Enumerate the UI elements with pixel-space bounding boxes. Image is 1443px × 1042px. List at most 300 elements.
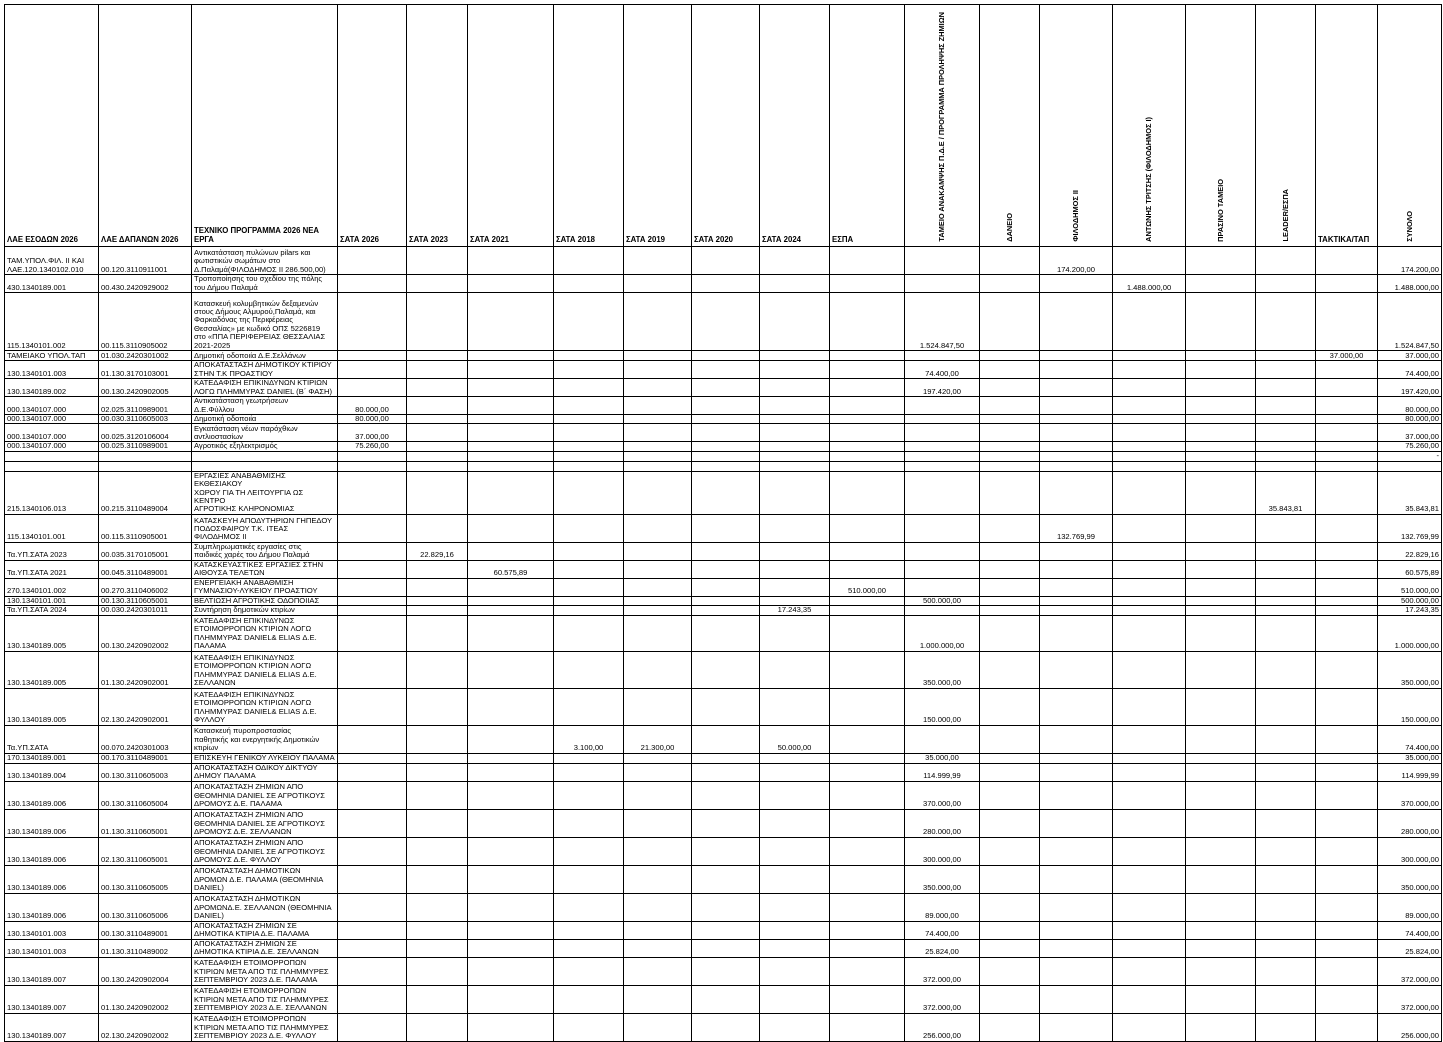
funding-value-cell (692, 957, 760, 985)
total-cell: 174.200,00 (1378, 247, 1442, 275)
income-code-cell: 130.1340189.006 (5, 837, 99, 865)
funding-value-cell (692, 514, 760, 542)
project-description-cell: ΑΠΟΚΑΤΑΣΤΑΣΗ ΖΗΜΙΩΝ ΣΕ ΔΗΜΟΤΙΚΑ ΚΤΙΡΙΑ Δ.Ε. ΠΑΛΑΜΑ (192, 921, 338, 939)
funding-value-cell (1256, 275, 1316, 293)
project-description-cell (192, 461, 338, 471)
funding-value-cell (1040, 837, 1113, 865)
funding-value-cell (1040, 763, 1113, 781)
funding-value-cell (905, 471, 980, 514)
funding-value-cell: 1.488.000,00 (1113, 275, 1186, 293)
funding-value-cell (760, 865, 830, 893)
funding-value-cell (760, 957, 830, 985)
project-description-cell: Εγκατάσταση νέων παρόχθιων αντλιοστασίων (192, 424, 338, 442)
funding-value-cell (1040, 753, 1113, 763)
funding-value-cell (407, 514, 468, 542)
funding-value-cell (1040, 615, 1113, 651)
funding-value-cell: 1.524.847,50 (905, 293, 980, 351)
funding-value-cell (1186, 361, 1256, 379)
funding-value-cell (624, 985, 692, 1013)
funding-value-cell (407, 397, 468, 415)
funding-value-cell (1316, 809, 1378, 837)
column-header (1316, 5, 1378, 247)
funding-value-cell (624, 781, 692, 809)
funding-value-cell (407, 293, 468, 351)
project-description-cell: ΑΠΟΚΑΤΑΣΤΑΣΗ ΖΗΜΙΩΝ ΑΠΟ ΘΕΟΜΗΝΙΑ DANIEL ΣΕ ΑΓΡΟΤΙΚΟΥΣ ΔΡΟΜΟΥΣ Δ.Ε. ΣΕΛΛΑΝΩΝ (192, 809, 338, 837)
funding-value-cell (980, 424, 1040, 442)
funding-value-cell (407, 809, 468, 837)
funding-value-cell (760, 763, 830, 781)
funding-value-cell (1256, 424, 1316, 442)
funding-value-cell (468, 596, 554, 605)
income-code-cell: 130.1340189.006 (5, 809, 99, 837)
funding-value-cell (980, 1013, 1040, 1041)
project-description-cell: Κατασκευή πυροπροστασίας παθητικής και ενεργητικής Δημοτικών κτιρίων (192, 725, 338, 753)
funding-value-cell (980, 379, 1040, 397)
total-cell: 510.000,00 (1378, 578, 1442, 596)
funding-value-cell (1186, 615, 1256, 651)
funding-value-cell (1256, 957, 1316, 985)
funding-value-cell (1316, 753, 1378, 763)
funding-value-cell (1316, 893, 1378, 921)
header-row (5, 5, 1442, 247)
funding-value-cell (1186, 688, 1256, 725)
funding-value-cell (1186, 781, 1256, 809)
funding-value-cell (830, 615, 905, 651)
funding-value-cell (980, 578, 1040, 596)
funding-value-cell (1316, 415, 1378, 424)
funding-value-cell (554, 921, 624, 939)
funding-value-cell (1040, 921, 1113, 939)
project-description-cell: ΚΑΤΕΔΑΦΙΣΗ ΕΤΟΙΜΟΡΡΟΠΩΝ ΚΤΙΡΙΩΝ ΜΕΤΑ ΑΠΟ ΤΙΣ ΠΛΗΜΜΥΡΕΣ ΣΕΠΤΕΜΒΡΙΟΥ 2023 Δ.Ε. ΠΑΛΑΜΑ (192, 957, 338, 985)
funding-value-cell (1113, 351, 1186, 361)
funding-value-cell (624, 1013, 692, 1041)
funding-value-cell: 372.000,00 (905, 957, 980, 985)
funding-value-cell (1316, 461, 1378, 471)
column-header-label: ΛΑΕ ΔΑΠΑΝΩΝ 2026 (101, 234, 179, 244)
funding-value-cell (980, 397, 1040, 415)
funding-value-cell (407, 415, 468, 424)
funding-value-cell (624, 351, 692, 361)
funding-value-cell (830, 688, 905, 725)
funding-value-cell (980, 837, 1040, 865)
funding-value-cell (1316, 560, 1378, 578)
funding-value-cell: 350.000,00 (905, 865, 980, 893)
funding-value-cell (1186, 985, 1256, 1013)
total-cell: 280.000,00 (1378, 809, 1442, 837)
funding-value-cell (692, 379, 760, 397)
funding-value-cell (1186, 542, 1256, 560)
funding-value-cell (338, 985, 407, 1013)
project-description-cell: Τροποποίησης του σχεδίου της πόλης του Δήμου Παλαμά (192, 275, 338, 293)
funding-value-cell (1186, 379, 1256, 397)
funding-value-cell (830, 379, 905, 397)
funding-value-cell (468, 809, 554, 837)
funding-value-cell (980, 985, 1040, 1013)
income-code-cell (5, 451, 99, 461)
funding-value-cell (407, 351, 468, 361)
funding-value-cell (1040, 957, 1113, 985)
funding-value-cell (338, 651, 407, 688)
funding-value-cell (1040, 451, 1113, 461)
funding-value-cell (468, 379, 554, 397)
funding-value-cell (1256, 247, 1316, 275)
total-cell: 74.400,00 (1378, 921, 1442, 939)
funding-value-cell (830, 442, 905, 451)
funding-value-cell (830, 763, 905, 781)
funding-value-cell: 21.300,00 (624, 725, 692, 753)
column-header-label: ΤΕΧΝΙΚΟ ΠΡΟΓΡΑΜΜΑ 2026 ΝΕΑ ΕΡΓΑ (194, 226, 320, 244)
funding-value-cell (1316, 763, 1378, 781)
funding-value-cell (980, 809, 1040, 837)
funding-value-cell (338, 1013, 407, 1041)
funding-value-cell (338, 596, 407, 605)
funding-value-cell (1256, 753, 1316, 763)
column-header-label: ΔΑΝΕΙΟ (1004, 212, 1014, 242)
funding-value-cell (760, 275, 830, 293)
income-code-cell: 130.1340101.003 (5, 361, 99, 379)
funding-value-cell (830, 596, 905, 605)
funding-value-cell (1256, 542, 1316, 560)
funding-value-cell (692, 596, 760, 605)
table-row (5, 397, 1442, 415)
funding-value-cell (1186, 606, 1256, 615)
funding-value-cell (760, 688, 830, 725)
funding-value-cell (760, 415, 830, 424)
funding-value-cell (624, 461, 692, 471)
funding-value-cell (338, 809, 407, 837)
funding-value-cell (1113, 688, 1186, 725)
funding-value-cell: 17.243,35 (760, 606, 830, 615)
funding-value-cell (1256, 293, 1316, 351)
funding-value-cell (980, 247, 1040, 275)
funding-value-cell (554, 865, 624, 893)
funding-value-cell (554, 596, 624, 605)
funding-value-cell: 35.843,81 (1256, 471, 1316, 514)
funding-value-cell (1040, 985, 1113, 1013)
funding-value-cell (830, 471, 905, 514)
funding-value-cell (1040, 865, 1113, 893)
funding-value-cell (624, 379, 692, 397)
funding-value-cell (1256, 893, 1316, 921)
funding-value-cell (1316, 424, 1378, 442)
funding-value-cell (692, 397, 760, 415)
column-header (830, 5, 905, 247)
funding-value-cell (1186, 939, 1256, 957)
funding-value-cell (760, 461, 830, 471)
funding-value-cell (1113, 939, 1186, 957)
funding-value-cell (338, 451, 407, 461)
total-cell: 74.400,00 (1378, 361, 1442, 379)
funding-value-cell (338, 939, 407, 957)
expense-code-cell: 01.130.2420902001 (99, 651, 192, 688)
income-code-cell: 130.1340189.007 (5, 957, 99, 985)
funding-value-cell (692, 471, 760, 514)
funding-value-cell (830, 247, 905, 275)
funding-value-cell (554, 1013, 624, 1041)
funding-value-cell (338, 753, 407, 763)
funding-value-cell (554, 837, 624, 865)
funding-value-cell (830, 451, 905, 461)
funding-value-cell (760, 471, 830, 514)
funding-value-cell (760, 985, 830, 1013)
funding-value-cell (692, 651, 760, 688)
funding-value-cell (624, 921, 692, 939)
funding-value-cell (1186, 865, 1256, 893)
funding-value-cell (338, 379, 407, 397)
funding-value-cell (905, 351, 980, 361)
expense-code-cell: 01.130.3170103001 (99, 361, 192, 379)
table-row (5, 725, 1442, 753)
funding-value-cell (1186, 397, 1256, 415)
funding-value-cell (407, 865, 468, 893)
funding-value-cell (1316, 361, 1378, 379)
funding-value-cell (692, 809, 760, 837)
column-header-label: ΠΡΑΣΙΝΟ ΤΑΜΕΙΟ (1215, 178, 1225, 242)
funding-value-cell (554, 451, 624, 461)
column-header-label: ΣΑΤΑ 2019 (626, 234, 665, 244)
funding-value-cell (338, 893, 407, 921)
funding-value-cell (1316, 615, 1378, 651)
funding-value-cell (468, 753, 554, 763)
funding-value-cell (468, 893, 554, 921)
funding-value-cell: 300.000,00 (905, 837, 980, 865)
funding-value-cell (1113, 985, 1186, 1013)
table-row (5, 451, 1442, 461)
funding-value-cell (1256, 837, 1316, 865)
table-row (5, 809, 1442, 837)
funding-value-cell (407, 921, 468, 939)
funding-value-cell: 370.000,00 (905, 781, 980, 809)
funding-value-cell (1040, 379, 1113, 397)
funding-value-cell (830, 725, 905, 753)
funding-value-cell (830, 560, 905, 578)
table-row (5, 247, 1442, 275)
funding-value-cell (1040, 424, 1113, 442)
column-header (5, 5, 99, 247)
table-row (5, 957, 1442, 985)
funding-value-cell (554, 442, 624, 451)
funding-value-cell (692, 415, 760, 424)
total-cell: 74.400,00 (1378, 725, 1442, 753)
funding-value-cell (830, 893, 905, 921)
funding-value-cell: 80.000,00 (338, 397, 407, 415)
funding-value-cell (760, 651, 830, 688)
project-description-cell: Αντικατάσταση πυλώνων pilars και φωτιστικών σωμάτων στο Δ.Παλαμά(ΦΙΛΟΔΗΜΟΣ ΙΙ 286.500,00) (192, 247, 338, 275)
budget-table (4, 4, 1442, 1042)
funding-value-cell (830, 542, 905, 560)
funding-value-cell (905, 415, 980, 424)
funding-value-cell (1040, 578, 1113, 596)
funding-value-cell (624, 415, 692, 424)
column-header-label: ΛΑΕ ΕΣΟΔΩΝ 2026 (7, 234, 78, 244)
funding-value-cell (1186, 275, 1256, 293)
total-cell: 17.243,35 (1378, 606, 1442, 615)
project-description-cell: ΚΑΤΕΔΑΦΙΣΗ ΕΤΟΙΜΟΡΡΟΠΩΝ ΚΤΙΡΙΩΝ ΜΕΤΑ ΑΠΟ ΤΙΣ ΠΛΗΜΜΥΡΕΣ ΣΕΠΤΕΜΒΡΙΟΥ 2023 Δ.Ε. ΦΥΛΛΟΥ (192, 1013, 338, 1041)
column-header-label: ΣΑΤΑ 2023 (409, 234, 448, 244)
funding-value-cell (468, 461, 554, 471)
funding-value-cell (407, 275, 468, 293)
funding-value-cell (760, 397, 830, 415)
funding-value-cell (338, 471, 407, 514)
funding-value-cell (468, 275, 554, 293)
funding-value-cell (1316, 957, 1378, 985)
funding-value-cell (554, 471, 624, 514)
funding-value-cell: 3.100,00 (554, 725, 624, 753)
funding-value-cell (1113, 379, 1186, 397)
project-description-cell (192, 451, 338, 461)
funding-value-cell (1316, 688, 1378, 725)
funding-value-cell (905, 578, 980, 596)
funding-value-cell (830, 415, 905, 424)
total-cell: 370.000,00 (1378, 781, 1442, 809)
funding-value-cell (1113, 1013, 1186, 1041)
funding-value-cell (624, 606, 692, 615)
income-code-cell: 130.1340101.001 (5, 596, 99, 605)
funding-value-cell (338, 921, 407, 939)
funding-value-cell (1186, 753, 1256, 763)
income-code-cell: 130.1340189.005 (5, 651, 99, 688)
income-code-cell: 115.1340101.002 (5, 293, 99, 351)
funding-value-cell (1256, 939, 1316, 957)
funding-value-cell (1040, 415, 1113, 424)
total-cell: 372.000,00 (1378, 985, 1442, 1013)
funding-value-cell (338, 781, 407, 809)
funding-value-cell (1113, 442, 1186, 451)
funding-value-cell (624, 424, 692, 442)
funding-value-cell (760, 542, 830, 560)
funding-value-cell (1316, 939, 1378, 957)
funding-value-cell (760, 351, 830, 361)
project-description-cell: ΚΑΤΕΔΑΦΙΣΗ ΕΠΙΚΙΝΔΥΝΩΣ ΕΤΟΙΜΟΡΡΟΠΩΝ ΚΤΙΡΙΩΝ ΛΟΓΩ ΠΛΗΜΜΥΡΑΣ DANIEL& ELIAS Δ.Ε. ΦΥΛΛΟΥ (192, 688, 338, 725)
funding-value-cell: 174.200,00 (1040, 247, 1113, 275)
column-header-label: ΣΑΤΑ 2026 (340, 234, 379, 244)
funding-value-cell (1186, 514, 1256, 542)
funding-value-cell (692, 837, 760, 865)
income-code-cell: 000.1340107.000 (5, 424, 99, 442)
funding-value-cell (554, 939, 624, 957)
funding-value-cell (692, 424, 760, 442)
table-row (5, 379, 1442, 397)
funding-value-cell (554, 985, 624, 1013)
funding-value-cell (554, 651, 624, 688)
funding-value-cell (1040, 293, 1113, 351)
column-header-label: ΦΙΛΟΔΗΜΟΣ ΙΙ (1071, 190, 1080, 242)
funding-value-cell (468, 351, 554, 361)
column-header-label: ΣΥΝΟΛΟ (1404, 210, 1414, 242)
funding-value-cell (980, 293, 1040, 351)
funding-value-cell (468, 615, 554, 651)
column-header (624, 5, 692, 247)
funding-value-cell: 74.400,00 (905, 921, 980, 939)
funding-value-cell (830, 397, 905, 415)
funding-value-cell (554, 578, 624, 596)
funding-value-cell (1113, 514, 1186, 542)
funding-value-cell (692, 451, 760, 461)
funding-value-cell (1256, 351, 1316, 361)
funding-value-cell (1186, 596, 1256, 605)
column-header (1186, 5, 1256, 247)
table-row (5, 442, 1442, 451)
funding-value-cell (338, 514, 407, 542)
funding-value-cell (338, 763, 407, 781)
funding-value-cell (980, 939, 1040, 957)
column-header-label: LEADER/ΕΣΠΑ (1280, 189, 1290, 242)
funding-value-cell (407, 471, 468, 514)
project-description-cell: ΚΑΤΕΔΑΦΙΣΗ ΕΠΙΚΙΝΔΥΝΩΣ ΕΤΟΙΜΟΡΡΟΠΩΝ ΚΤΙΡΙΩΝ ΛΟΓΩ ΠΛΗΜΜΥΡΑΣ DANIEL& ELIAS Δ.Ε. ΠΑΛΑΜΑ (192, 615, 338, 651)
funding-value-cell (760, 442, 830, 451)
expense-code-cell: 00.025.3110989001 (99, 442, 192, 451)
funding-value-cell (468, 939, 554, 957)
funding-value-cell (1113, 957, 1186, 985)
table-row (5, 615, 1442, 651)
funding-value-cell (1113, 461, 1186, 471)
funding-value-cell (905, 461, 980, 471)
funding-value-cell (1256, 514, 1316, 542)
funding-value-cell: 74.400,00 (905, 361, 980, 379)
funding-value-cell (980, 615, 1040, 651)
project-description-cell: Κατασκευή κολυμβητικών δεξαμενών στους Δήμους Αλμυρού,Παλαμά, και Φαρκαδόνας της Περιφέρειας Θεσσαλίας» με κωδικό ΟΠΣ 5226819 στο «ΠΠΑ ΠΕΡΙΦΕΡΕΙΑΣ ΘΕΣΣΑΛΙΑΣ 2021-2025 (192, 293, 338, 351)
total-cell: 1.488.000,00 (1378, 275, 1442, 293)
expense-code-cell: 00.025.3120106004 (99, 424, 192, 442)
income-code-cell: Τα.ΥΠ.ΣΑΤΑ 2024 (5, 606, 99, 615)
funding-value-cell (692, 985, 760, 1013)
expense-code-cell: 01.130.2420902002 (99, 985, 192, 1013)
funding-value-cell (407, 939, 468, 957)
table-row (5, 753, 1442, 763)
expense-code-cell: 02.130.3110605001 (99, 837, 192, 865)
funding-value-cell (1186, 461, 1256, 471)
funding-value-cell (407, 985, 468, 1013)
funding-value-cell (692, 1013, 760, 1041)
expense-code-cell: 00.215.3110489004 (99, 471, 192, 514)
funding-value-cell (1316, 471, 1378, 514)
funding-value-cell (1186, 424, 1256, 442)
funding-value-cell (1040, 893, 1113, 921)
funding-value-cell: 1.000.000,00 (905, 615, 980, 651)
funding-value-cell (1186, 957, 1256, 985)
total-cell: 35.000,00 (1378, 753, 1442, 763)
income-code-cell: ΤΑΜ.ΥΠΟΛ.ΦΙΛ. ΙΙ ΚΑΙ ΛΑΕ.120.1340102.010 (5, 247, 99, 275)
funding-value-cell (760, 753, 830, 763)
funding-value-cell (1256, 361, 1316, 379)
funding-value-cell (1113, 471, 1186, 514)
funding-value-cell (624, 939, 692, 957)
total-cell: 350.000,00 (1378, 651, 1442, 688)
table-row (5, 424, 1442, 442)
funding-value-cell (1186, 837, 1256, 865)
funding-value-cell (1256, 397, 1316, 415)
funding-value-cell (1040, 725, 1113, 753)
funding-value-cell (1186, 293, 1256, 351)
table-row (5, 651, 1442, 688)
funding-value-cell (1256, 415, 1316, 424)
table-row (5, 1013, 1442, 1041)
column-header (99, 5, 192, 247)
funding-value-cell (980, 560, 1040, 578)
project-description-cell: ΑΠΟΚΑΤΑΣΤΑΣΗ ΖΗΜΙΩΝ ΑΠΟ ΘΕΟΜΗΝΙΑ DANIEL ΣΕ ΑΓΡΟΤΙΚΟΥΣ ΔΡΟΜΟΥΣ Δ.Ε. ΠΑΛΑΜΑ (192, 781, 338, 809)
funding-value-cell (1113, 865, 1186, 893)
funding-value-cell (554, 542, 624, 560)
funding-value-cell (407, 763, 468, 781)
expense-code-cell: 00.120.3110911001 (99, 247, 192, 275)
column-header-label: ΣΑΤΑ 2020 (694, 234, 733, 244)
funding-value-cell (1113, 560, 1186, 578)
funding-value-cell (338, 606, 407, 615)
table-row (5, 361, 1442, 379)
funding-value-cell (468, 451, 554, 461)
funding-value-cell (1256, 615, 1316, 651)
total-cell: 75.260,00 (1378, 442, 1442, 451)
